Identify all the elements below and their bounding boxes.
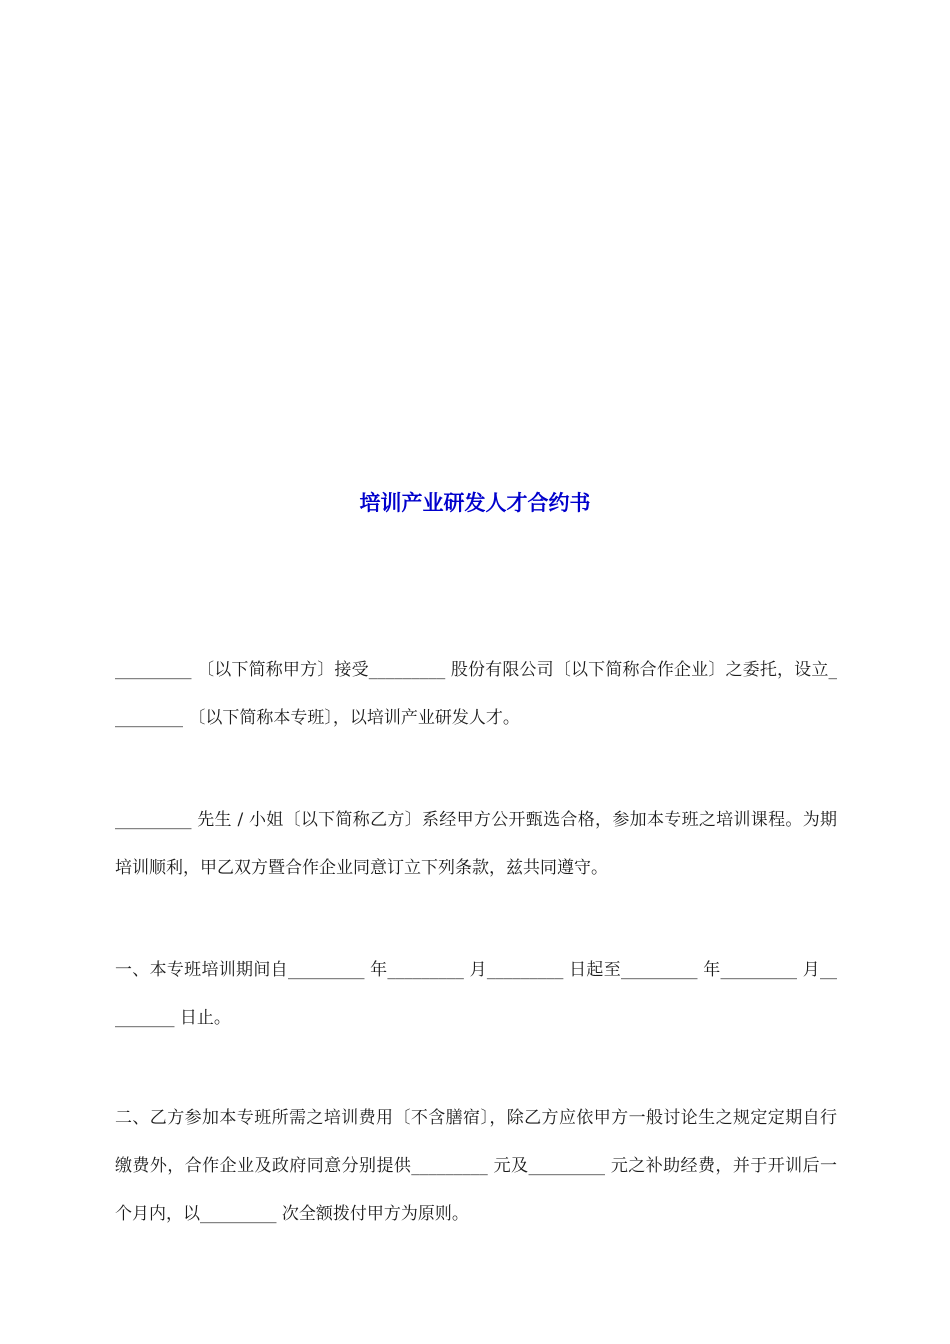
clause-1-paragraph: 一、本专班培训期间自_________ 年_________ 月_________ 日起至_________ 年_________ 月_________ 日止。 bbox=[115, 960, 837, 1028]
clause-2-paragraph: 二、乙方参加本专班所需之培训费用〔不含膳宿〕，除乙方应依甲方一般讨论生之规定定期自行缴费外，合作企业及政府同意分别提供_________ 元及_________ 元之补助经费，并于开训后一个月内，以_________ 次全额拨付甲方为原则。 bbox=[115, 1108, 837, 1224]
intro-paragraph: _________ 〔以下简称甲方〕接受_________ 股份有限公司〔以下简称合作企业〕之委托，设立_________ 〔以下简称本专班〕，以培训产业研发人才。 bbox=[115, 660, 837, 728]
document-title: 培训产业研发人才合约书 bbox=[359, 491, 591, 515]
party-b-paragraph: _________ 先生 / 小姐〔以下简称乙方〕系经甲方公开甄选合格，参加本专班之培训课程。为期培训顺利，甲乙双方暨合作企业同意订立下列条款，兹共同遵守。 bbox=[115, 810, 837, 878]
